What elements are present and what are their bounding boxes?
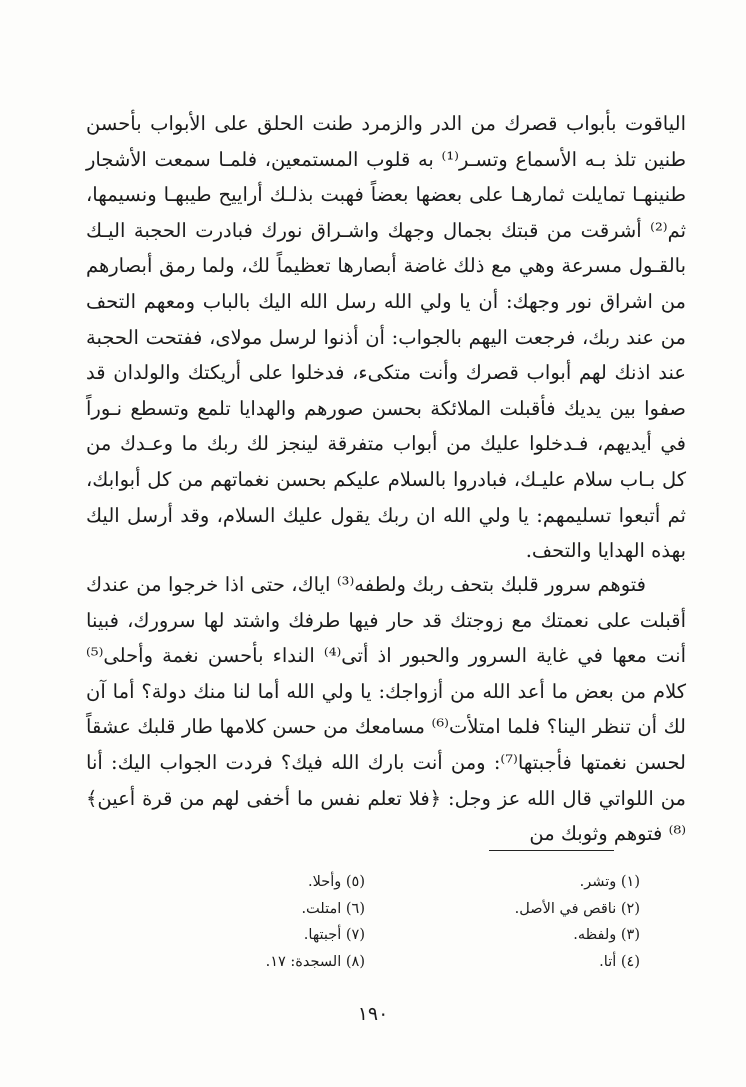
footnote-5: (٥) وأحلا. [308,874,365,890]
footnote-separator [489,850,614,851]
footnote-8: (٨) السجدة: ١٧. [265,953,365,970]
paragraph-1-text: الياقوت بأبواب قصرك من الدر والزمرد طنت الحلق على الأبواب بأحسن طنين تلذ بـه الأسماع وتسـر⁽¹⁾ به قلوب المستمعين، فلمـا سمعت الأشجار طنينهـا تمايلت ثمارهـا على بعضها بعضاً فهبت بذلـك أراييح طيبهـا ونسيمها، ثم⁽²⁾ أشرقت من قبتك بجمال وجهك واشـراق نورك فبادرت الحجبة اليـك بالقـول مسرعة وهي مع ذلك غاضة أبصارها تعظيماً لك، ولما رمق أبصارهم من اشراق نور وجهك: أن يا ولي الله رسل الله اليك بالباب ومعهم التحف من عند ربك، فرجعت اليهم بالجواب: أن أذنوا لرسل مولاى، ففتحت الحجبة عند اذنك لهم أبواب قصرك وأنت متكىء، فدخلوا على أريكتك والولدان قد صفوا بين يديك فأقبلت الملائكة بحسن صورهم والهدايا تلمع وتسطع نـوراً في أيديهم، فـدخلوا عليك من أبواب متفرقة لينجز لك ربك ما وعـدك من كل بـاب سلام عليـك، فبادروا بالسلام عليكم بحسن نغماتهم من كل أبوابك، ثم أتبعوا تسليمهم: يا ولي الله ان ربك يقول عليك السلام، وقد أرسل اليك بهذه الهدايا والتحف. [86,112,686,563]
footnote-4: (٤) أتا. [599,953,640,970]
paragraph-2-text: فتوهم سرور قلبك بتحف ربك ولطفه⁽³⁾ اياك، حتى اذا خرجوا من عندك أقبلت على نعمتك مع زوجتك قد حار فيها طرفك واشتد لها سرورك، فبينا أنت معها في غاية السرور والحبور اذ أتى⁽⁴⁾ النداء بأحسن نغمة وأحلى⁽⁵⁾ كلام من بعض ما أعد الله من أزواجك: يا ولي الله أما لنا منك دولة؟ أما آن لك أن تنظر الينا؟ فلما امتلأت⁽⁶⁾ مسامعك من حسن كلامها طار قلبك عشقاً لحسن نغمتها فأجبتها⁽⁷⁾: ومن أنت بارك الله فيك؟ فردت الجواب اليك: أنا من اللواتي قال الله عز وجل: ﴿فلا تعلم نفس ما أخفى لهم من قرة أعين﴾⁽⁸⁾ فتوهم وثوبك من [86,573,686,846]
footnote-3: (٣) ولفظه. [573,927,640,944]
footnote-2: (٢) ناقص في الأصل. [514,900,640,917]
footnotes-column-left [200,869,365,975]
main-paragraph-1 [86,106,686,569]
footnotes-column-right [470,869,640,975]
main-paragraph-2 [86,567,686,852]
page-number: ١٩٠ [357,1003,389,1025]
footnote-1: (١) وتشر. [579,874,640,890]
footnote-6: (٦) امتلت. [301,900,365,917]
footnote-7: (٧) أجبتها. [303,927,365,944]
